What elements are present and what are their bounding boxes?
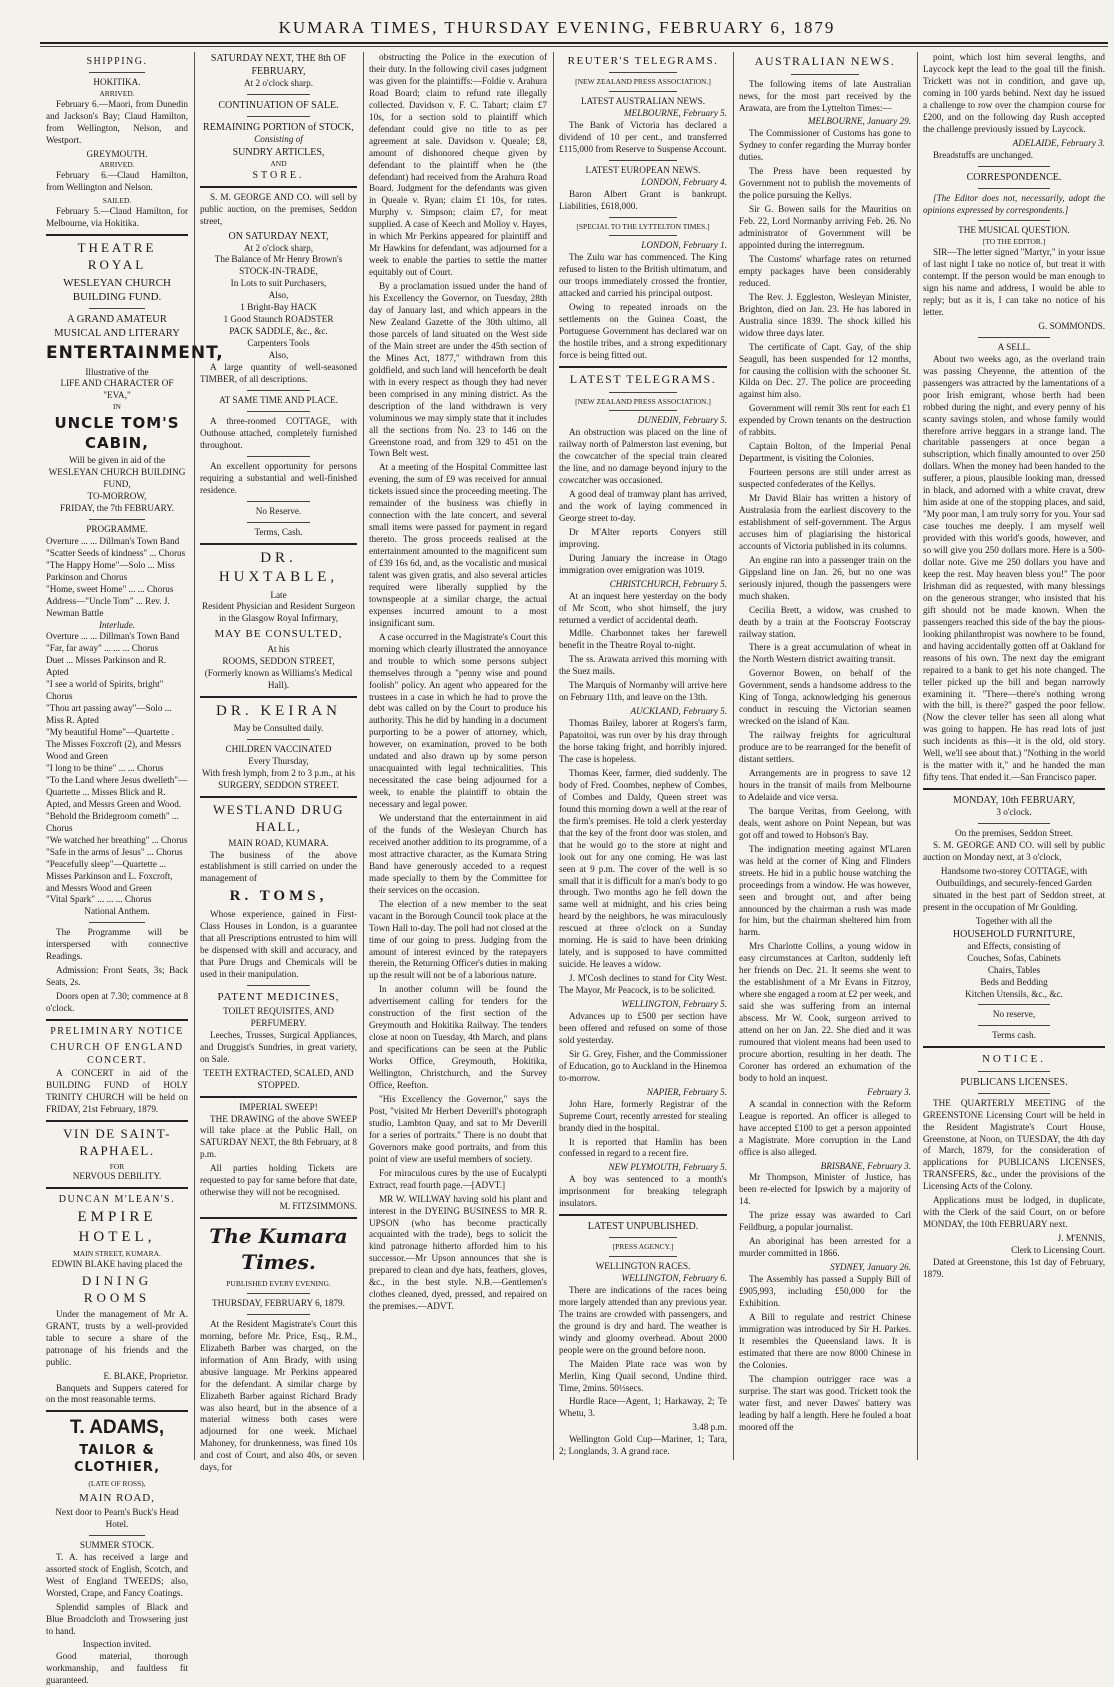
ad-text: Couches, Sofas, Cabinets bbox=[967, 952, 1061, 963]
paragraph: The Marquis of Normanby will arrive here on February 11th, and leave on the 13th. bbox=[559, 680, 727, 703]
paragraph: John Hare, formerly Registrar of the Supreme Court, recently arrested for stealing brandy died in the hospital. bbox=[559, 1098, 727, 1133]
masthead-rule-thin bbox=[40, 46, 1108, 47]
ad-text: Together with all the bbox=[975, 915, 1053, 926]
section-heading: REUTER'S TELEGRAMS. bbox=[567, 55, 719, 67]
subheading: [PRESS AGENCY.] bbox=[612, 1242, 674, 1252]
subheading: WELLINGTON RACES. bbox=[595, 1261, 691, 1271]
paragraph: Breadstuffs are unchanged. bbox=[933, 149, 1034, 160]
paragraph: February 5.—Claud Hamilton, for Melbourne, via Hokitika. bbox=[46, 205, 188, 228]
dateline: NEW PLYMOUTH, February 5. bbox=[608, 1162, 727, 1173]
paragraph: At an inquest here yesterday on the body of Mr Scott, who shot himself, the jury returned a verdict of accidental death. bbox=[559, 590, 727, 625]
paragraph: An obstruction was placed on the line of railway north of Palmerston last evening, but the cowcatcher of the special train cleared the line, and no damage beyond injury to the cowcatcher was occasioned. bbox=[559, 427, 727, 486]
paragraph: J. M'Cosh declines to stand for City West. The Mayor, Mr Peacock, is to be solicited. bbox=[559, 973, 727, 996]
subheading: LATEST AUSTRALIAN NEWS. bbox=[580, 96, 706, 107]
ad-text: Also, bbox=[268, 350, 289, 361]
ad-text: Kitchen Utensils, &c., &c. bbox=[965, 988, 1063, 999]
ad-text: Consisting of bbox=[254, 133, 303, 144]
ad-text: Doors open at 7.30; commence at 8 o'clock. bbox=[46, 991, 188, 1014]
paragraph: Thomas Keer, farmer, died suddenly. The body of Fred. Coombes, nephew of Combes, of Combes and Daldy, Queen street was found this morning down a well at the rear of the firm's premises. He told a clerk yesterday that the key of the front door was stolen, and that he would go to the store at night and look out for any one coming. He was last seen at 9 p.m. The cover of the well is so small that it is difficult for a man's body to go through. Two months ago he fell down the same well at midnight, and his cries being heard by the neighbors, he was miraculously rescued at three o'clock on a Sunday morning. He is said to have been drinking lately, and is supposed to have committed suicide. He leaves a widow. bbox=[559, 767, 727, 970]
ad-text: (LATE OF ROSS), bbox=[88, 1478, 146, 1488]
ad-heading: PRELIMINARY NOTICE bbox=[50, 1026, 184, 1038]
column-4 bbox=[555, 52, 731, 1460]
paragraph: By a proclamation issued under the hand of his Excellency the Governor, on Tuesday, 28th day of January last, and which appears in the New Zealand Gazette of the 30th ultimo, all those parcels of land situated on the West side of the Main street are under the 45th section of the Mines Act, 1877," withdrawn from this goldfield, and such land will henceforth be dealt with in every respect as though they had never been comprised in any mining district. As the description of the land withdrawn is very voluminous we may simply state that it includes all the sections from No. 23 to 146 on the Greenstone road, and from 329 to 451 on the Town Belt west. bbox=[369, 281, 547, 459]
paragraph: The barque Veritas, from Geelong, with deals, went ashore on Point Nepean, but was got off and towed to Hobson's Bay. bbox=[739, 805, 911, 840]
paragraph: point, which lost him several lengths, and Laycock kept the lead to the goal till the finish. Trickett was not in condition, and gave up, coming in 100 yards behind. Next day he issued a challenge to row over the champion course for £200, and on the following day Rush accepted the challenge previously issued by Laycock. bbox=[923, 52, 1105, 134]
ad-text: Handsome two-storey COTTAGE, with Outbuildings, and securely-fenced Garden bbox=[936, 865, 1092, 888]
paragraph: Owing to repeated inroads on the settlements on the Guinea Coast, the Portuguese Government has declared war on the hostile tribes, and a strong expeditionary force is being fitted out. bbox=[559, 302, 727, 360]
paragraph: Mrs Charlotte Collins, a young widow in easy circumstances at Carlton, suddenly left her friends on Dec. 21. It seems she went to the establishment of a Mr Evans in Fitzroy, where she engaged a room at £2 per week, and said she was suffering from an internal abscess. Mr W. Cook, surgeon arrived to attend on her on Jan. 22. She died and it was rumoured that violent means had been used to procure abortion, resulting in her death. The Coroner has ordered an exhumation of the body to hold an inquest. bbox=[739, 941, 911, 1083]
paragraph: In another column will be found the advertisement calling for tenders for the construction of the first section of the Greymouth and Hokitika Railway. The tenders close at noon on Tuesday, 4th March, and plans and specifications can be seen at the Public Works Office, Greymouth, Hokitika, Wellington, Christchurch, and the Survey Office, Reefton. bbox=[369, 984, 547, 1091]
dateline: LONDON, February 4. bbox=[641, 176, 727, 187]
masthead-rule bbox=[40, 42, 1108, 44]
subheading: A SELL. bbox=[997, 341, 1031, 352]
ad-text: Good material, thorough workmanship, and faultless fit guaranteed. bbox=[46, 1651, 188, 1686]
dateline: CHRISTCHURCH, February 5. bbox=[609, 578, 727, 589]
paragraph: We understand that the entertainment in aid of the funds of the Wesleyan Church has received another addition to its programme, of a most attractive character, as the Kumara String Band have generously acceded to a request made specially to them by the Committee for their services on the occasion. bbox=[369, 813, 547, 895]
ad-heading: UNCLE TOM'S CABIN, bbox=[54, 414, 180, 452]
ad-text: Resident Physician and Resident Surgeon in the Glasgow Royal Infirmary, bbox=[202, 601, 355, 624]
ad-text: EDWIN BLAKE having placed the bbox=[51, 1259, 183, 1270]
ad-text: The Programme will be interspersed with connective Readings. bbox=[46, 927, 188, 962]
ad-text: M. FITZSIMMONS. bbox=[279, 1201, 357, 1212]
paragraph: The Commissioner of Customs has gone to Sydney to confer regarding the Murray border duties. bbox=[739, 128, 911, 163]
ad-heading: HOUSEHOLD FURNITURE, bbox=[952, 928, 1076, 940]
ad-text: No reserve, bbox=[992, 1009, 1036, 1020]
ad-text: Next door to Pearn's Buck's Head Hotel. bbox=[55, 1506, 179, 1529]
ad-heading: CHILDREN VACCINATED bbox=[225, 743, 332, 754]
paragraph: A good deal of tramway plant has arrived, and the work of laying commenced in George street to-day. bbox=[559, 488, 727, 523]
ad-heading: AT SAME TIME AND PLACE. bbox=[219, 394, 338, 405]
ad-text: At 2 o'clock sharp. bbox=[243, 78, 313, 88]
paragraph: An engine ran into a passenger train on the Gippsland line on Jan. 26, but no one was seriously injured, though the passengers were much shaken. bbox=[739, 554, 911, 601]
paragraph: Arrangements are in progress to save 12 hours in the transit of mails from Melbourne to Adelaide and vice versa. bbox=[739, 768, 911, 802]
paragraph: Sir G. Grey, Fisher, and the Commissioner of Education, go to Auckland in the Hinemoa to-morrow. bbox=[559, 1048, 727, 1083]
ad-text: In Lots to suit Purchasers, bbox=[230, 278, 327, 289]
paragraph: Governor Bowen, on behalf of the Government, sends a handsome address to the King of Tonga, acknowledging his generous conduct in rescuing the Victorian seamen wrecked on the island of Kau. bbox=[739, 668, 911, 727]
ad-text: 1 Good Staunch ROADSTER bbox=[223, 314, 334, 325]
section-heading: SHIPPING. bbox=[86, 56, 148, 67]
ad-heading: CONTINUATION OF SALE. bbox=[218, 99, 339, 111]
paragraph: "His Excellency the Governor," says the Post, "visited Mr Herbert Deverill's photograph studio, Lambton Quay, and sat to Mr Deverill for a series of portraits." There is no doubt that Governors make good portraits, and from this point of view are useful members of society. bbox=[369, 1093, 547, 1164]
ad-heading: EMPIRE HOTEL, bbox=[77, 1209, 157, 1245]
dateline: February 3. bbox=[867, 1086, 911, 1097]
dateline: MELBOURNE, January 29. bbox=[807, 116, 911, 127]
paragraph: SIR—The letter signed "Martyr," in your issue of last night I take no notice of, but treat it with contempt. If the person would be man enough to sign his name and address, I would be able to reply; but as it is, I can take no notice of his letter. bbox=[923, 247, 1105, 317]
column-divider bbox=[194, 52, 195, 1460]
ad-text: MAIN STREET, KUMARA. bbox=[73, 1249, 161, 1259]
ad-heading: PATENT MEDICINES, bbox=[217, 990, 340, 1003]
dateline: 3.48 p.m. bbox=[692, 1422, 727, 1433]
subheading: SAILED. bbox=[102, 196, 132, 206]
date-line: THURSDAY, FEBRUARY 6, 1879. bbox=[212, 1297, 345, 1308]
ad-text: AND bbox=[270, 158, 287, 168]
ad-heading: ON SATURDAY NEXT, bbox=[228, 230, 329, 242]
subheading: [NEW ZEALAND PRESS ASSOCIATION.] bbox=[575, 396, 711, 406]
programme-item: "We watched her breathing" ... Chorus bbox=[46, 834, 188, 845]
dateline: WELLINGTON, February 5. bbox=[621, 999, 727, 1010]
paragraph: A scandal in connection with the Reform League is reported. An officer is alleged to have accepted £100 to get a person appointed a Magistrate. More corruption in the Land office is also alleged. bbox=[739, 1098, 911, 1157]
ad-text: At his bbox=[267, 643, 290, 654]
ad-heading: STORE. bbox=[252, 169, 305, 181]
ad-text: No Reserve. bbox=[255, 505, 302, 516]
ad-heading: PUBLICANS LICENSES. bbox=[960, 1076, 1068, 1088]
paragraph: The certificate of Capt. Gay, of the ship Seagull, has been suspended for 12 months, for causing the collision with the schooner St. Kilda on Dec. 27. The police are proceeding against him also. bbox=[739, 341, 911, 400]
paragraph: Fourteen persons are still under arrest as suspected confederates of the Kellys. bbox=[739, 467, 911, 490]
ad-text: PUBLISHED EVERY EVENING. bbox=[226, 1279, 331, 1289]
ad-text: MAIN ROAD, KUMARA. bbox=[228, 837, 329, 848]
ad-heading: DINING ROOMS bbox=[81, 1273, 153, 1305]
subheading: [TO THE EDITOR.] bbox=[982, 237, 1046, 247]
programme-item: "Behold the Bridegroom cometh" ... Chorus bbox=[46, 810, 179, 833]
ad-text: 3 o'clock. bbox=[996, 807, 1032, 818]
ad-text: T. A. has received a large and assorted stock of English, Scotch, and West of England TWEEDS; also, Worsted, Crape, and Fancy Coatings. bbox=[46, 1551, 188, 1598]
ad-heading: IMPERIAL SWEEP! bbox=[239, 1101, 318, 1112]
ad-heading: REMAINING PORTION of STOCK, bbox=[203, 121, 354, 133]
ad-text: At 2 o'clock sharp, bbox=[243, 242, 313, 253]
ad-heading: R. TOMS, bbox=[229, 888, 328, 905]
ad-text: LIFE AND CHARACTER OF "EVA," bbox=[60, 378, 174, 401]
programme-item: "My beautiful Home"—Quartette . The Misses Foxcroft (2), and Messrs Wood and Green bbox=[46, 727, 182, 762]
column-2 bbox=[196, 52, 361, 1473]
programme-item: "The Happy Home"—Solo ... Miss Parkinson and Chorus bbox=[46, 559, 175, 582]
ad-text: S. M. GEORGE AND CO. will sell by public auction on Monday next, at 3 o'clock, bbox=[923, 840, 1105, 862]
ad-text: Also, bbox=[268, 290, 289, 301]
ad-text: TOILET REQUISITES, AND PERFUMERY. bbox=[223, 1005, 334, 1028]
dateline: AUCKLAND, February 5. bbox=[630, 706, 727, 717]
ad-text: FRIDAY, the 7th FEBRUARY. bbox=[60, 502, 174, 513]
ad-text: Terms, Cash. bbox=[254, 526, 303, 537]
ad-text: J. M'ENNIS, bbox=[1057, 1233, 1105, 1244]
dateline: BRISBANE, February 3. bbox=[820, 1160, 911, 1171]
ad-text: A three-roomed COTTAGE, with Outhouse attached, completely furnished throughout. bbox=[200, 415, 357, 450]
paragraph: About two weeks ago, as the overland train was passing Cheyenne, the attention of the passengers was attracted by the lamentations of a poor Irish emigrant, whose berth had been robbed during the night, and every penny of his scanty savings stolen, and whose family would therefore arrive beggars in a strange land. The charitable passengers at once began a subscription, which finally amounted to over 250 dollars. When the money had been handed to the sufferer, a pious, plausible looking man, dressed in black, and adorned with a white cravat, drew him aside at one of the stopping places, and said, "My poor man, I am truly sorry for you. Your sad case touches me deeply. I am myself well provided with this world's goods, however, and so will give you 250 dollars more. Here is a 500-dollar note. Give me 250 dollars you have and keep the rest. May heaven bless you!" The poor Irishman did as requested, with many blessings on the generous stranger, who insisted that his gift should not be made known. When the passengers reached this side of the bay the pious-looking philanthropist was nowhere to be found, and having accidentally gotten off at Oakland for reasons of his own. The next day the emigrant repaired to a bank to get his note changed. The teller picked up the bill and began narrowly examining it. "There—there's nothing wrong with the bill, is there?" gasped the poor fellow. (Now the clever teller has seen all along what was going to happen. He has read lots of just such incidents as this—it is the old, old story. Well, we'll see about that.) "Nothing in the world is the matter with it," and he handed the man fifty tens. That ended it.—San Francisco paper. bbox=[923, 353, 1105, 783]
paragraph: The Bank of Victoria has declared a dividend of 10 per cent., and transferred £115,000 from Reserve to Suspense Account. bbox=[559, 119, 727, 154]
dateline: ADELAIDE, February 3. bbox=[1012, 137, 1105, 148]
paragraph: A boy was sentenced to a month's imprisonment for breaking telegraph insulators. bbox=[559, 1174, 727, 1209]
ad-heading: THEATRE ROYAL bbox=[77, 239, 157, 272]
paragraph: A Bill to regulate and restrict Chinese immigration was introduced by Sir H. Parkes. It resembles the Queensland laws. It is estimated that there are now 8000 Chinese in the Colonies. bbox=[739, 1311, 911, 1370]
subheading: THE MUSICAL QUESTION. bbox=[958, 225, 1070, 236]
paragraph: At a meeting of the Hospital Committee last evening, the sum of £9 was received for annual tickets issued since the proceeding meeting. The remainder of the business was chiefly in connection with the late concert, and several small items were passed for payment in regard thereto. The gross proceeds realised at the entertainment amounted to the magnificent sum of £39 16s 6d, and, as the vocalistic and musical talent was given gratis, and also several articles required were liberally supplied by the townspeople at a similar charge, the actual expenses incurred amount to a most insignificant sum. bbox=[369, 462, 547, 628]
ad-text: Under the management of Mr A. GRANT, trusts by a well-provided table to secure a share of the patronage of his friends and the public. bbox=[46, 1308, 188, 1367]
ad-text: WESLEYAN CHURCH BUILDING FUND, bbox=[48, 467, 186, 490]
ad-heading: WESTLAND DRUG HALL, bbox=[212, 801, 345, 834]
subheading: [NEW ZEALAND PRESS ASSOCIATION.] bbox=[575, 77, 711, 87]
paragraph: The indignation meeting against M'Laren was held at the corner of King and Flinders streets. He hid in a public house watching the proceedings from a window. He was however, seen and brought out, and after being announced by the chairman a rush was made for him, but the chairman sheltered him from harm. bbox=[739, 843, 911, 938]
ad-text: Banquets and Suppers catered for on the most reasonable terms. bbox=[46, 1382, 188, 1405]
paragraph: It is reported that Hamlin has been confessed in regard to a recent fire. bbox=[559, 1136, 727, 1159]
ad-text: Splendid samples of Black and Blue Broadcloth and Trowsering just to hand. bbox=[46, 1601, 188, 1636]
ad-text: Applications must be lodged, in duplicate, with the Clerk of the said Court, on or before MONDAY, the 10th FEBRUARY next. bbox=[923, 1195, 1105, 1230]
ad-text: THE QUARTERLY MEETING of the GREENSTONE Licensing Court will be held in the Resident Magistrate's Court House, Greenstone, at Noon, on TUESDAY, the 4th day of March, 1879, for the consideration of applications for PUBLICANS LICENSES, TRANSFERS, &c., under the provisions of the Licensing Acts of the Colony. bbox=[923, 1097, 1105, 1192]
dateline: MELBOURNE, February 5. bbox=[623, 108, 727, 118]
paragraph: The Zulu war has commenced. The King refused to listen to the British ultimatum, and our troops immediately crossed the frontier, attacked and carried his principal outpost. bbox=[559, 252, 727, 299]
ad-text: TO-MORROW, bbox=[87, 491, 147, 501]
ad-text: Admission: Front Seats, 3s; Back Seats, 2s. bbox=[46, 965, 188, 988]
ad-text: situated in the best part of Seddon street, at present in the occupation of Mr Goulding. bbox=[923, 889, 1105, 912]
ad-text: S. M. GEORGE AND CO. will sell by public auction, on the premises, Seddon street, bbox=[200, 191, 357, 226]
ad-text: MAIN ROAD, bbox=[79, 1491, 155, 1504]
ad-heading: DR. HUXTABLE, bbox=[218, 549, 339, 586]
section-heading: AUSTRALIAN NEWS. bbox=[754, 54, 896, 68]
subheading: GREYMOUTH. bbox=[86, 148, 148, 159]
section-heading: LATEST UNPUBLISHED. bbox=[587, 1221, 699, 1233]
ad-text: SUMMER STOCK. bbox=[79, 1539, 155, 1550]
ad-text: WESLEYAN CHURCH BUILDING FUND. bbox=[63, 276, 171, 303]
ad-heading: CHURCH OF ENGLAND CONCERT. bbox=[50, 1042, 184, 1067]
section-heading: LATEST TELEGRAMS. bbox=[569, 371, 717, 386]
section-heading: CORRESPONDENCE. bbox=[966, 171, 1062, 183]
newspaper-title: The Kumara Times. bbox=[209, 1224, 348, 1275]
programme-item: Duet ... Misses Parkinson and R. Apted bbox=[46, 655, 167, 678]
paragraph: The Maiden Plate race was won by Merlin, King Quail second, Undine third. Time, 2mins. 50½secs. bbox=[559, 1358, 727, 1393]
programme-item: "Peacefully sleep"—Quartette ... Misses Parkinson and L. Foxcroft, and Messrs Wood and Green bbox=[46, 858, 173, 893]
paragraph: The election of a new member to the seat vacant in the Borough Council took place at the Town Hall to-day. The poll had not closed at the time of our going to press. Judging from the amount of interest evinced by the ratepayers therein, the Returning Officer's duties in making up the result will not be of a laborious nature. bbox=[369, 898, 547, 981]
ad-heading: ENTERTAINMENT, bbox=[46, 343, 224, 364]
ad-text: NERVOUS DEBILITY. bbox=[72, 1171, 162, 1182]
ad-text: (Formerly known as Williams's Medical Hall). bbox=[204, 667, 353, 690]
ad-subheading: PROGRAMME. bbox=[86, 523, 148, 534]
ad-heading: SUNDRY ARTICLES, bbox=[232, 146, 325, 158]
paragraph: An aboriginal has been arrested for a murder committed in 1866. bbox=[739, 1236, 911, 1259]
paragraph: The Assembly has passed a Supply Bill of £905,993, including £50,000 for the Exhibition. bbox=[739, 1274, 911, 1308]
ad-text: Chairs, Tables bbox=[987, 964, 1041, 975]
ad-text: Leeches, Trusses, Surgical Appliances, and Druggist's Sundries, in great variety, on Sale. bbox=[200, 1029, 357, 1064]
ad-heading: TAILOR & CLOTHIER, bbox=[73, 1443, 161, 1476]
ad-text: Whose experience, gained in First-Class Houses in London, is a guarantee that all Prescriptions entrusted to him will be dispensed with skill and accuracy, and that Pure Drugs and Chemicals will be used in their manipulation. bbox=[200, 908, 357, 979]
ad-heading: DUNCAN M'LEAN'S. bbox=[58, 1194, 176, 1206]
paragraph: [The Editor does not, necessarily, adopt the opinions expressed by correspondents.] bbox=[923, 192, 1105, 215]
ad-text: IN bbox=[113, 402, 121, 412]
programme-item: Overture ... ... Dillman's Town Band bbox=[46, 631, 180, 642]
ad-text: Will be given in aid of the bbox=[68, 455, 166, 466]
dateline: DUNEDIN, February 5. bbox=[637, 415, 727, 426]
column-divider bbox=[733, 52, 734, 1460]
ad-heading: NOTICE. bbox=[981, 1053, 1047, 1066]
paragraph: There is a great accumulation of wheat in the North Western district awaiting transit. bbox=[739, 642, 911, 665]
programme-item: "Far, far away" ... ... ... Chorus bbox=[46, 643, 159, 654]
ad-text: Inspection invited. bbox=[82, 1639, 152, 1650]
paragraph: Thomas Bailey, laborer at Rogers's farm, Papatoitoi, was run over by his dray through the horse taking fright, and horribly injured. The case is hopeless. bbox=[559, 718, 727, 764]
ad-text: An excellent opportunity for persons requiring a substantial and well-finished residence. bbox=[200, 460, 357, 495]
ad-text: TEETH EXTRACTED, SCALED, AND STOPPED. bbox=[203, 1067, 354, 1090]
column-5 bbox=[735, 52, 915, 1460]
ad-text: THE DRAWING of the above SWEEP will take place at the Public Hall, on SATURDAY NEXT, the 8th February, at 8 p.m. bbox=[200, 1113, 357, 1160]
programme-item: Interlude. bbox=[99, 619, 135, 630]
ad-text: FOR bbox=[109, 1161, 125, 1171]
paragraph: February 6.—Maori, from Dunedin and Jackson's Bay; Claud Hamilton, from Wellington, Nelson, and Westport. bbox=[46, 98, 188, 145]
paragraph: The railway freights for agricultural produce are to be rearranged for the benefit of distant settlers. bbox=[739, 730, 911, 765]
programme-item: "Safe in the arms of Jesus" ... Chorus bbox=[46, 846, 183, 857]
paragraph: Mr David Blair has written a history of Australasia from the earliest discovery to the establishment of self-government. The Argus accuses him of plagiarising the historical accounts of Victoria published in its columns. bbox=[739, 493, 911, 551]
ad-text: Carpenters Tools bbox=[247, 338, 310, 349]
subheading: ARRIVED. bbox=[99, 88, 135, 98]
paragraph: Mr Thompson, Minister of Justice, has been re-elected for Ipswich by a majority of 14. bbox=[739, 1172, 911, 1207]
paragraph: At the Resident Magistrate's Court this morning, before Mr. Price, Esq., R.M., Elizabeth Barber was charged, on the information of Ann Brady, with using abusive language. Mr Perkins appeared for the defendant. A similar charge by Elizabeth Barber against Richard Brady was also heard, but in the absence of a material witness both cases were adjourned for one week. Michael Mahoney, for drunkenness, was fined 10s and cost of Court, and also 40s, or seven days, for bbox=[200, 1318, 357, 1473]
paragraph: There are indications of the races being more largely attended than any previous year. The trains are crowded with passengers, and the ground is dry and hard. The weather is windy and gloomy overhead. About 2000 people were on the ground before noon. bbox=[559, 1284, 727, 1355]
column-6 bbox=[919, 52, 1109, 1460]
ad-text: and Effects, consisting of bbox=[967, 940, 1061, 951]
paragraph: The Press have been requested by Government not to publish the movements of the police pursuing the Kellys. bbox=[739, 166, 911, 201]
ad-text: Beds and Bedding bbox=[980, 976, 1048, 987]
paragraph: Cecilia Brett, a widow, was crushed to death by a train at the Footscray Footscray railway station. bbox=[739, 604, 911, 639]
ad-text: Every Thursday, bbox=[248, 755, 309, 766]
paragraph: A case occurred in the Magistrate's Court this morning which clearly illustrated the annoyance and trouble to which some persons subject themselves through a "penny wise and pound foolish" policy. An agent who appeared for the trustees in a case in which he had to prove the debt was called on by the Court to produce his authority. This he did by handing in a document purporting to be a power of attorney, which, however, on examination, proved to be both undated and also drawn up by some person unacquainted with legal technicalities. This necessitated the case being adjourned for a week, to enable the plaintiff to obtain the necessary and legal power. bbox=[369, 631, 547, 810]
subheading: LATEST EUROPEAN NEWS. bbox=[585, 164, 701, 175]
ad-heading: T. ADAMS, bbox=[69, 1417, 165, 1439]
ad-text: All parties holding Tickets are requested to pay for same before that date, otherwise they will not be recognised. bbox=[200, 1163, 357, 1198]
ad-text: Late bbox=[270, 589, 287, 600]
paragraph: Dr M'Alter reports Conyers still improving. bbox=[559, 526, 727, 549]
paragraph: The Customs' wharfage rates on returned empty packages have been considerably reduced. bbox=[739, 253, 911, 288]
paragraph: Baron Albert Grant is bankrupt. Liabilities, £618,000. bbox=[559, 188, 727, 211]
column-divider bbox=[917, 52, 918, 1460]
programme-item: Address—"Uncle Tom" ... Rev. J. Newman Battle bbox=[46, 595, 170, 618]
programme-item: "Vital Spark" ... ... ... Chorus bbox=[46, 894, 152, 905]
programme-item: "I long to be thine" ... ... Chorus bbox=[46, 762, 164, 773]
paragraph: The champion outrigger race was a surprise. The start was good. Trickett took the water first, and never Dawes' battery was leading by half a length. Here he fouled a boat moored off the bbox=[739, 1373, 911, 1432]
ad-heading: MONDAY, 10th FEBRUARY, bbox=[952, 795, 1076, 807]
paragraph: MR W. WILLWAY having sold his plant and interest in the DYEING BUSINESS to MR R. UPSON (who has become practically acquainted with the trade), begs to solicit the kind patronage hitherto afforded him to his successor.—Mr Upson announces that she is prepared to clean and dye hats, feathers, gloves, &c., in the best style. N.B.—Gentlemen's clothes cleaned, dyed, pressed, and repaired on the premises.—ADVT. bbox=[369, 1193, 547, 1312]
ad-text: E. BLAKE, Proprietor. bbox=[103, 1370, 188, 1381]
paragraph: Wellington Gold Cup—Mariner, 1; Tara, 2; Longlands, 3. A grand race. bbox=[559, 1434, 727, 1457]
subheading: HOKITIKA. bbox=[93, 77, 141, 87]
programme-item: "Home, sweet Home" ... ... Chorus bbox=[46, 583, 174, 594]
paragraph: Captain Bolton, of the Imperial Penal Department, is visiting the Colonies. bbox=[739, 441, 911, 464]
column-divider bbox=[553, 52, 554, 1460]
column-1 bbox=[42, 52, 224, 1686]
paragraph: The prize essay was awarded to Carl Feildburg, a popular journalist. bbox=[739, 1210, 911, 1233]
ad-text: ROOMS, SEDDON STREET, bbox=[222, 655, 335, 666]
ad-heading: VIN DE SAINT-RAPHAEL. bbox=[63, 1125, 171, 1158]
ad-text: With fresh lymph, from 2 to 3 p.m., at his bbox=[202, 767, 355, 778]
programme-item: National Anthem. bbox=[84, 906, 150, 917]
signature-text: G. SOMMONDS. bbox=[1038, 320, 1105, 331]
ad-text: Terms cash. bbox=[992, 1030, 1036, 1041]
programme-item: Overture ... ... Dillman's Town Band bbox=[46, 535, 180, 546]
column-3 bbox=[365, 52, 551, 1460]
ad-text: The Balance of Mr Henry Brown's bbox=[214, 254, 343, 265]
dateline: NAPIER, February 5. bbox=[646, 1086, 727, 1097]
subheading: [SPECIAL TO THE LYTTELTON TIMES.] bbox=[576, 221, 710, 231]
dateline: LONDON, February 1. bbox=[641, 240, 727, 251]
paragraph: February 6.—Claud Hamilton, from Wellington and Nelson. bbox=[46, 170, 188, 193]
paragraph: obstructing the Police in the execution of their duty. In the following civil cases judgment was given for the plaintiffs:—Foldie v. Arahura Road Board; claim to refund rate illegally collected. Davidson v. F. C. Tabart; claim £7 10s, for a section sold to plaintiff which defendant could give no title to as per agreement at sale. Davidson v. Queale; £8, amount of dishonored cheque given by defendant to the plaintiff when he (the defendant) had received from the Arahura Road Board. Judgment for the defendants was given in Queale v. Ryan; claim £1 10s, for rates. Murphy v. Simpson; claim £7, for meat supplied. A case of Keech and Molloy v. Hayes, in which Mr Perkins appeared for plaintiff and Mr Hawkins for defendant, was adjourned for a week to enable the parties to settle the matter equitably out of Court. bbox=[369, 52, 547, 278]
paragraph: The Rev. J. Eggleston, Wesleyan Minister, Brighton, died on Jan. 23. He has labored in Australia since 1839. The shock killed his widow three days later. bbox=[739, 291, 911, 338]
ad-text: A CONCERT in aid of the BUILDING FUND of HOLY TRINITY CHURCH will be held on FRIDAY, 21st February, 1879. bbox=[46, 1068, 188, 1114]
programme-item: "Scatter Seeds of kindness" ... Chorus bbox=[46, 547, 186, 558]
paragraph: Mdlle. Charbonnet takes her farewell benefit in the Theatre Royal to-night. bbox=[559, 628, 727, 651]
paragraph: Sir G. Bowen sails for the Mauritius on Feb. 22, Lord Normanby arriving Feb. 26. No administrator of Government will be appointed during the interregnum. bbox=[739, 204, 911, 250]
ad-heading: DR. KEIRAN bbox=[216, 702, 341, 719]
ad-text: Illustrative of the bbox=[85, 366, 149, 377]
ad-text: Dated at Greenstone, this 1st day of February, 1879. bbox=[923, 1257, 1105, 1280]
paragraph: The ss. Arawata arrived this morning with the Suez mails. bbox=[559, 654, 727, 677]
ad-text: The business of the above establishment is still carried on under the management of bbox=[200, 849, 357, 884]
ad-text: A large quantity of well-seasoned TIMBER, of all descriptions. bbox=[200, 362, 357, 384]
subheading: ARRIVED. bbox=[99, 160, 135, 170]
ad-text: SURGERY, SEDDON STREET. bbox=[218, 779, 339, 790]
paragraph: During January the increase in Otago immigration over emigration was 1019. bbox=[559, 552, 727, 575]
ad-text: PACK SADDLE, &c., &c. bbox=[229, 326, 328, 337]
paragraph: The following items of late Australian news, for the most part received by the Arawata, are from the Lyttelton Times:— bbox=[739, 78, 911, 113]
ad-text: SATURDAY NEXT, THE 8th OF FEBRUARY, bbox=[210, 53, 347, 77]
paragraph: Hurdle Race—Agent, 1; Harkaway, 2; Te Whetu, 3. bbox=[559, 1396, 727, 1419]
ad-text: 1 Bright-Bay HACK bbox=[240, 302, 317, 313]
paragraph: Advances up to £500 per section have been offered and refused on some of those sold yesterday. bbox=[559, 1011, 727, 1045]
dateline: WELLINGTON, February 6. bbox=[621, 1272, 727, 1283]
paragraph: For miraculous cures by the use of Eucalypti Extract, read fourth page.—[ADVT.] bbox=[369, 1167, 547, 1190]
paragraph: Government will remit 30s rent for each £1 expended by Crown tenants on the destruction of rabbits. bbox=[739, 403, 911, 438]
programme-item: "To the Land where Jesus dwelleth"—Quartette ... Misses Blick and R. Apted, and Messrs Green and Wood. bbox=[46, 774, 188, 809]
ad-heading: STOCK-IN-TRADE, bbox=[239, 266, 318, 277]
column-divider bbox=[363, 52, 364, 1460]
dateline: SYDNEY, January 26. bbox=[830, 1262, 911, 1273]
ad-text: Clerk to Licensing Court. bbox=[1011, 1245, 1105, 1256]
programme-item: "I see a world of Spirits, bright" Chorus bbox=[46, 679, 164, 702]
ad-text: A GRAND AMATEUR MUSICAL AND LITERARY bbox=[54, 314, 180, 339]
ad-heading: MAY BE CONSULTED, bbox=[214, 628, 343, 641]
ad-text: On the premises, Seddon Street. bbox=[955, 828, 1073, 839]
ad-text: May be Consulted daily. bbox=[233, 723, 324, 733]
programme-item: "Thou art passing away"—Solo ... Miss R. Apted bbox=[46, 703, 172, 726]
masthead: KUMARA TIMES, THURSDAY EVENING, FEBRUARY 6, 1879 bbox=[278, 18, 836, 37]
